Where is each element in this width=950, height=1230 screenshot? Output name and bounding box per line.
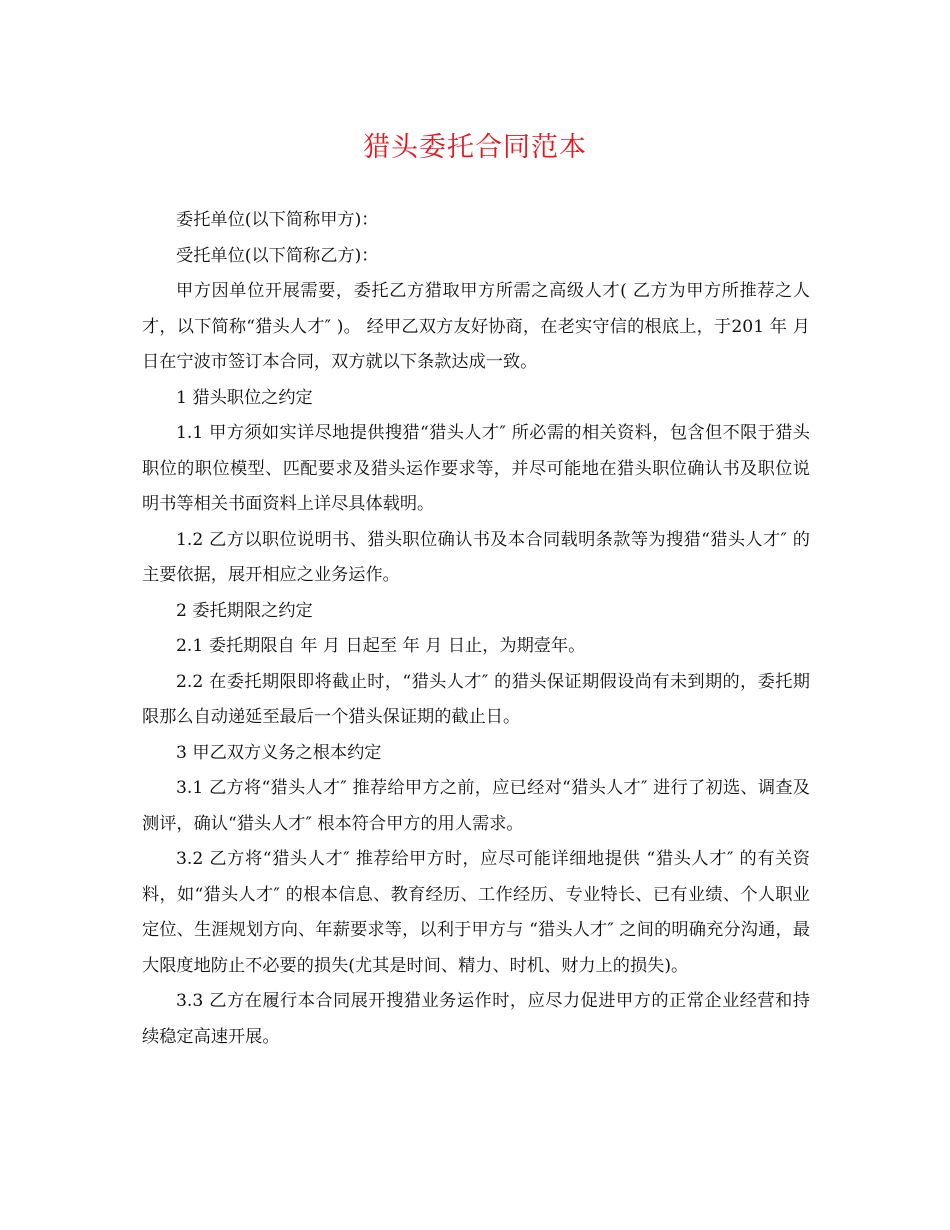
section-heading-2: 2 委托期限之约定 bbox=[176, 600, 313, 621]
clause-2-2: 2.2 在委托期限即将截止时，“猎头人才″ 的猎头保证期假设尚有未到期的，委托期限那么自动递延至最后一个猎头保证期的截止日。 bbox=[142, 671, 810, 727]
section-heading-3: 3 甲乙双方义务之根本约定 bbox=[176, 742, 382, 763]
clause-3-1: 3.1 乙方将“猎头人才″ 推荐给甲方之前，应已经对“猎头人才″ 进行了初选、调查及测评，确认“猎头人才″ 根本符合甲方的用人需求。 bbox=[142, 778, 810, 834]
clause-1-2: 1.2 乙方以职位说明书、猎头职位确认书及本合同载明条款等为搜猎“猎头人才″ 的主要依据，展开相应之业务运作。 bbox=[142, 529, 810, 585]
clause-3-2: 3.2 乙方将“猎头人才″ 推荐给甲方时，应尽可能详细地提供 “猎头人才″ 的有关资料，如“猎头人才″ 的根本信息、教育经历、工作经历、专业特长、已有业绩、个人职业定位、生涯规划方向、年薪要求等，以利于甲方与 “猎头人才″ 之间的明确充分沟通，最大限度地防止不必要的损失(尤其是时间、精力、时机、财力上的损失)。 bbox=[142, 849, 810, 976]
clause-3-3: 3.3 乙方在履行本合同展开搜猎业务运作时，应尽力促进甲方的正常企业经营和持续稳定高速开展。 bbox=[142, 991, 810, 1047]
section-heading-1: 1 猎头职位之约定 bbox=[176, 387, 313, 408]
party-a-line: 委托单位(以下简称甲方)： bbox=[176, 210, 379, 230]
intro-paragraph: 甲方因单位开展需要，委托乙方猎取甲方所需之高级人才( 乙方为甲方所推荐之人才，以下简称“猎头人才″ )。 经甲乙双方友好协商，在老实守信的根底上，于201 年 月 日在宁波市签订本合同，双方就以下条款达成一致。 bbox=[142, 281, 810, 372]
clause-2-1: 2.1 委托期限自 年 月 日起至 年 月 日止，为期壹年。 bbox=[176, 636, 586, 656]
party-b-line: 受托单位(以下简称乙方)： bbox=[176, 245, 379, 266]
document-body bbox=[142, 203, 810, 1055]
document-title: 猎头委托合同范本 bbox=[363, 132, 587, 163]
clause-1-1: 1.1 甲方须如实详尽地提供搜猎“猎头人才″ 所必需的相关资料，包含但不限于猎头职位的职位模型、匹配要求及猎头运作要求等，并尽可能地在猎头职位确认书及职位说明书等相关书面资料上详尽具体载明。 bbox=[142, 423, 810, 514]
